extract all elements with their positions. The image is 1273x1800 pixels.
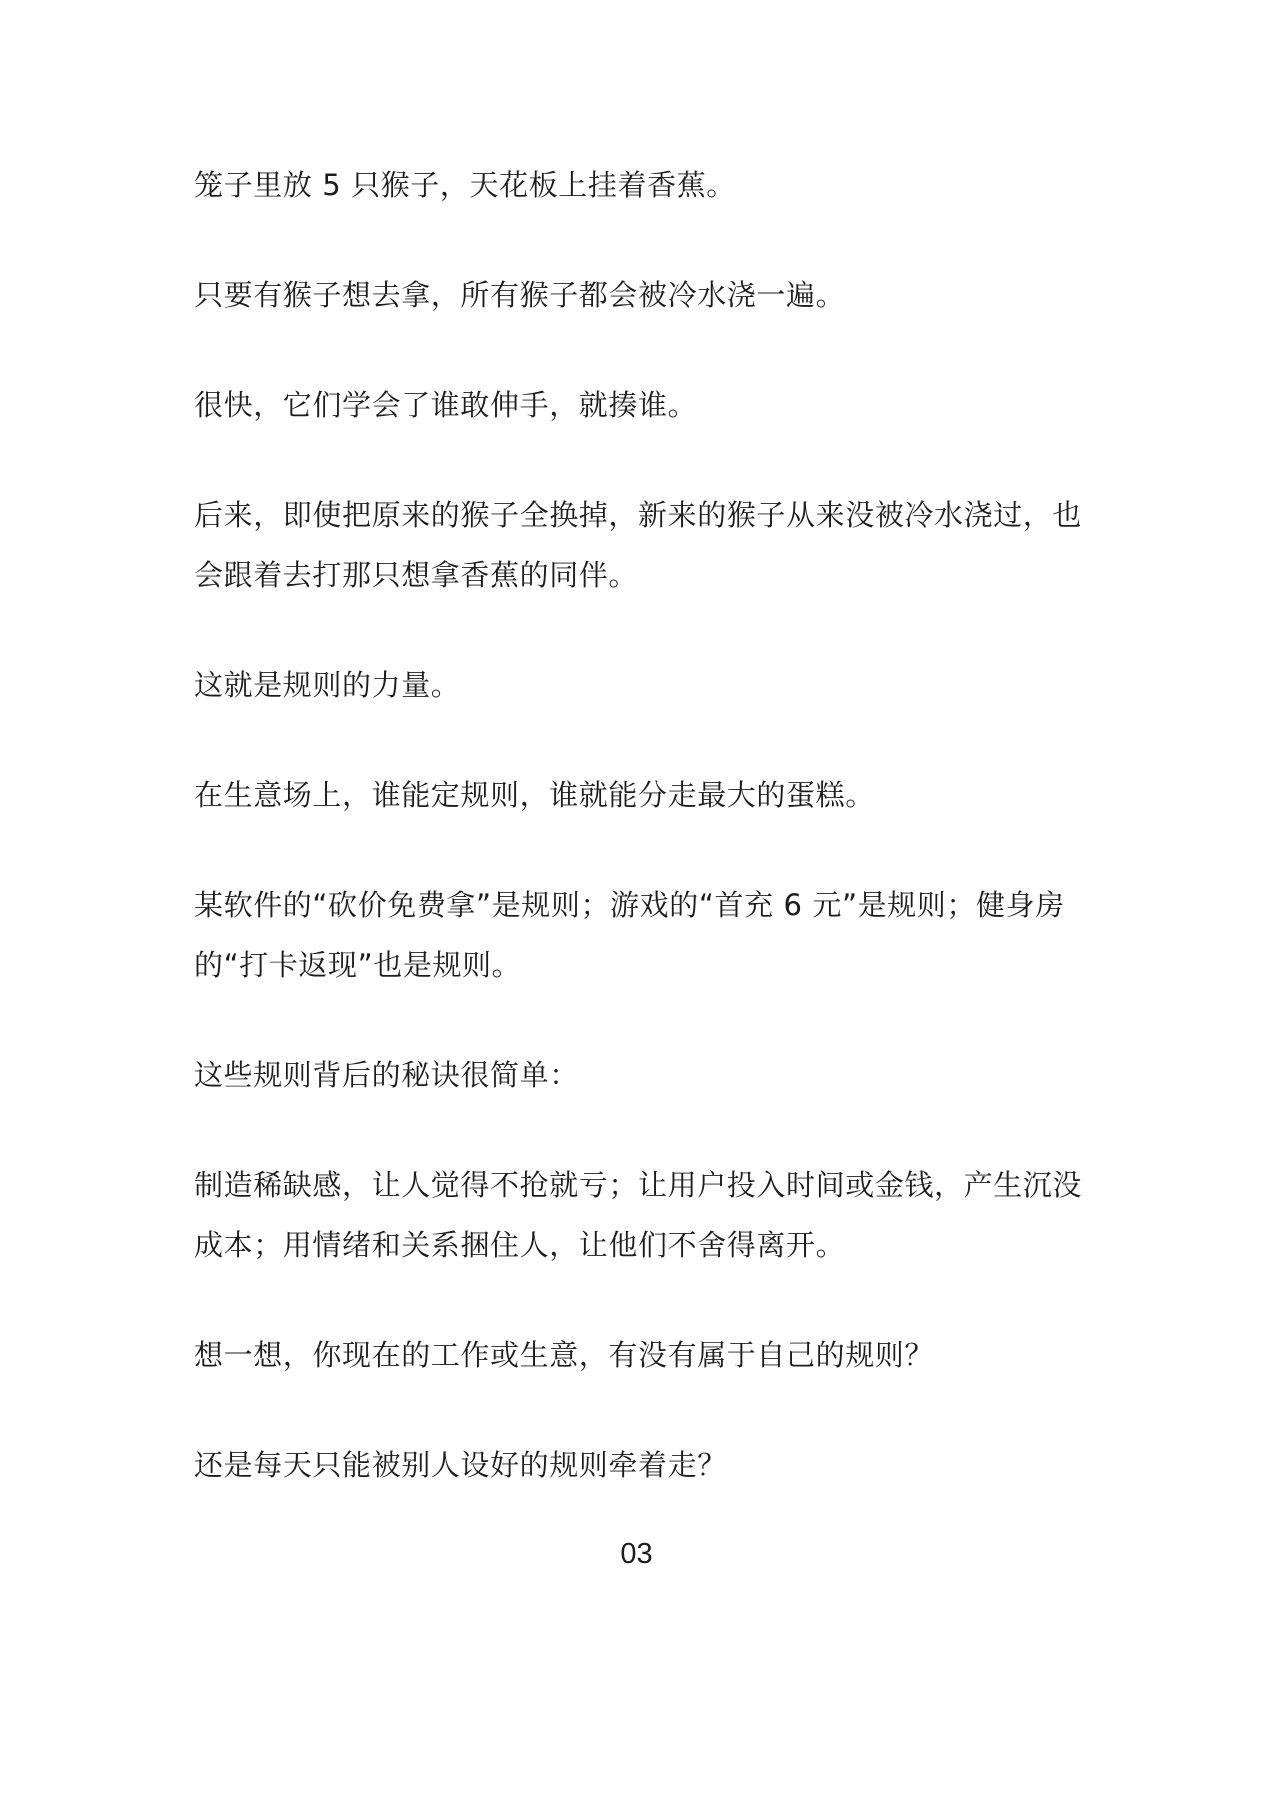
- paragraph: 很快，它们学会了谁敢伸手，就揍谁。: [194, 388, 698, 422]
- article-body: [194, 155, 1090, 1545]
- page-number: 03: [620, 1538, 653, 1570]
- paragraph: 某软件的“砍价免费拿”是规则；游戏的“首充 6 元”是规则；健身房的“打卡返现”也是规则。: [194, 888, 1065, 982]
- paragraph: 在生意场上，谁能定规则，谁就能分走最大的蛋糕。: [194, 778, 875, 812]
- paragraph: 后来，即使把原来的猴子全换掉，新来的猴子从来没被冷水浇过，也会跟着去打那只想拿香蕉的同伴。: [194, 498, 1083, 592]
- paragraph: 只要有猴子想去拿，所有猴子都会被冷水浇一遍。: [194, 278, 846, 312]
- paragraph: 这就是规则的力量。: [194, 668, 461, 702]
- paragraph: 想一想，你现在的工作或生意，有没有属于自己的规则？: [194, 1338, 935, 1372]
- paragraph: 还是每天只能被别人设好的规则牵着走？: [194, 1448, 727, 1482]
- paragraph: 笼子里放 5 只猴子，天花板上挂着香蕉。: [194, 168, 736, 202]
- paragraph: 这些规则背后的秘诀很简单：: [194, 1058, 579, 1092]
- paragraph: 制造稀缺感，让人觉得不抢就亏；让用户投入时间或金钱，产生沉没成本；用情绪和关系捆住人，让他们不舍得离开。: [194, 1168, 1083, 1262]
